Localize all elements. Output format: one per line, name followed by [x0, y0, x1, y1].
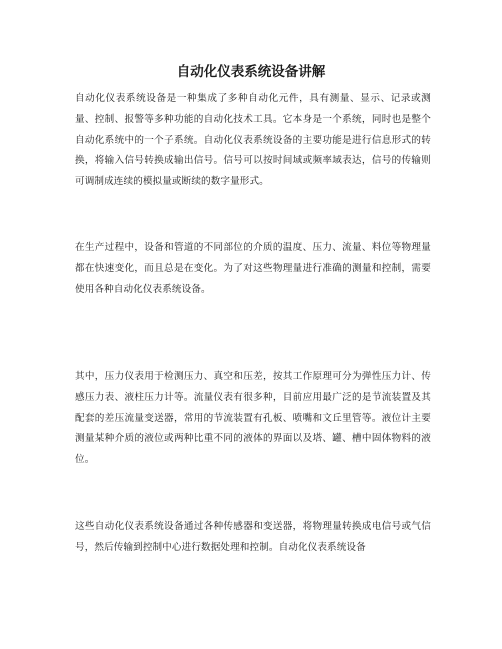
- paragraph-2: 在生产过程中，设备和管道的不同部位的介质的温度、压力、流量、料位等物理量都在快速变化，而且总是在变化。为了对这些物理量进行准确的测量和控制，需要使用各种自动化仪表系统设备。: [75, 242, 431, 295]
- paragraph-1: 自动化仪表系统设备是一种集成了多种自动化元件，具有测量、显示、记录或测量、控制、报警等多种功能的自动化技术工具。它本身是一个系统，同时也是整个自动化系统中的一个子系统。自动化仪表系统设备的主要功能是进行信息形式的转换，将输入信号转换成输出信号。信号可以按时间域或频率域表达，信号的传输则可调制成连续的模拟量或断续的数字量形式。: [75, 93, 431, 188]
- paragraph-3: 其中，压力仪表用于检测压力、真空和压差，按其工作原理可分为弹性压力计、传感压力表、液柱压力计等。流量仪表有很多种，目前应用最广泛的是节流装置及其配套的差压流量变送器，常用的节流装置有孔板、喷嘴和文丘里管等。液位计主要测量某种介质的液位或两种比重不同的液体的界面以及塔、罐、槽中固体物料的液位。: [75, 371, 431, 466]
- document-title: 自动化仪表系统设备讲解: [176, 64, 326, 80]
- paragraph-4: 这些自动化仪表系统设备通过各种传感器和变送器，将物理量转换成电信号或气信号，然后传输到控制中心进行数据处理和控制。自动化仪表系统设备: [75, 521, 431, 553]
